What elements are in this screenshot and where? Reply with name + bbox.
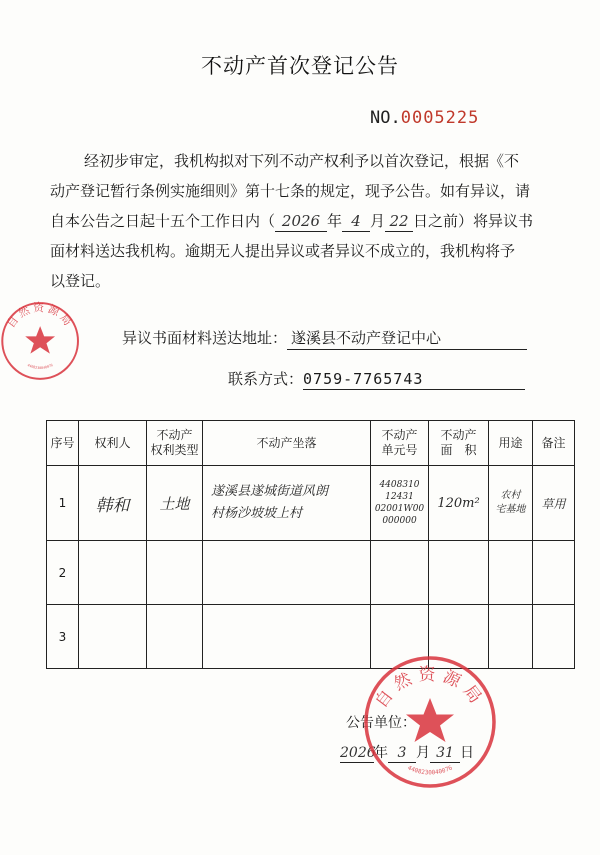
serial-prefix: NO. — [370, 108, 401, 128]
cell-seq: 1 — [47, 466, 79, 541]
footer-date-month: 3 — [388, 745, 416, 763]
serial-number — [370, 108, 479, 128]
cell-unit-line4: 000000 — [382, 516, 417, 526]
body-line-3-d: 日之前）将异议书 — [413, 212, 534, 230]
cell-empty — [533, 541, 575, 605]
header-right-type-line1: 不动产 — [156, 428, 193, 442]
seal-star-icon — [25, 326, 55, 354]
cell-empty — [147, 541, 203, 605]
cell-use — [489, 466, 533, 541]
seal-star-icon — [406, 698, 454, 742]
seal-left-code: 4408230040076 — [26, 363, 54, 370]
cell-empty — [533, 605, 575, 669]
cell-type: 土地 — [147, 466, 203, 541]
header-area — [429, 421, 489, 466]
cell-owner: 韩和 — [79, 466, 147, 541]
cell-empty — [371, 541, 429, 605]
header-unit-line2: 单元号 — [381, 443, 418, 457]
seal-right-text: 自然资源局 — [371, 665, 489, 712]
cell-empty — [147, 605, 203, 669]
cell-use-line2: 宅基地 — [495, 504, 526, 515]
footer-day-label: 日 — [460, 745, 474, 761]
body-line-2: 动产登记暂行条例实施细则》第十七条的规定，现予公告。如有异议，请 — [50, 182, 531, 200]
address-row — [122, 327, 527, 350]
cell-location-line2: 村杨沙坡坡上村 — [211, 506, 303, 521]
cell-empty — [489, 541, 533, 605]
body-year-label: 年 — [327, 212, 343, 230]
contact-row — [228, 368, 525, 390]
header-note: 备注 — [533, 421, 575, 466]
footer-month-label: 月 — [416, 745, 430, 761]
deadline-day: 22 — [385, 212, 413, 232]
serial-value: 0005225 — [400, 108, 480, 128]
header-unit-line1: 不动产 — [381, 428, 418, 442]
cell-location — [203, 466, 371, 541]
header-location: 不动产坐落 — [203, 421, 371, 466]
body-line-4: 面材料送达我机构。逾期无人提出异议或者异议不成立的，我机构将予 — [50, 242, 516, 260]
deadline-year: 2026 — [275, 212, 327, 232]
seal-right-code: 4408230040076 — [406, 764, 454, 777]
footer-date-day: 31 — [430, 745, 460, 763]
cell-unit-line1: 4408310 — [379, 480, 420, 490]
cell-empty — [79, 541, 147, 605]
cell-seq: 2 — [47, 541, 79, 605]
header-owner: 权利人 — [79, 421, 147, 466]
body-line-3-a: 自本公告之日起十五个工作日内（ — [50, 212, 276, 230]
body-line-3 — [50, 210, 580, 232]
footer-unit-label: 公告单位： — [346, 715, 416, 731]
cell-empty — [79, 605, 147, 669]
table-header-row — [47, 421, 575, 466]
header-use: 用途 — [489, 421, 533, 466]
cell-unit-no — [371, 466, 429, 541]
cell-empty — [203, 605, 371, 669]
seal-left-text: 自然资源局 — [4, 301, 77, 331]
deadline-month: 4 — [342, 212, 370, 232]
official-seal-left — [0, 268, 86, 414]
address-value: 遂溪县不动产登记中心 — [287, 327, 527, 350]
cell-area: 120m² — [429, 466, 489, 541]
header-area-line1: 不动产 — [440, 428, 477, 442]
property-table — [46, 420, 575, 669]
header-unit-no — [371, 421, 429, 466]
contact-value: 0759-7765743 — [303, 370, 525, 390]
body-line-1: 经初步审定，我机构拟对下列不动产权利予以首次登记，根据《不 — [84, 152, 520, 170]
official-seal-right — [360, 652, 500, 792]
footer-date-year: 2026 — [340, 745, 376, 761]
contact-label: 联系方式： — [228, 370, 304, 388]
header-area-line2: 面 积 — [440, 443, 477, 457]
cell-use-line1: 农村 — [500, 490, 521, 501]
cell-location-line1: 遂溪县遂城街道风朗 — [211, 484, 329, 499]
cell-unit-line2: 12431 — [385, 492, 414, 502]
address-label: 异议书面材料送达地址： — [122, 329, 288, 347]
cell-empty — [203, 541, 371, 605]
table-row — [47, 466, 575, 541]
svg-text:4408230040076 — [406, 764, 453, 776]
header-seq: 序号 — [47, 421, 79, 466]
document-title: 不动产首次登记公告 — [201, 54, 399, 78]
cell-unit-line3: 02001W00 — [374, 504, 425, 514]
body-month-label: 月 — [370, 212, 386, 230]
svg-text:自然资源局 — [4, 300, 76, 330]
body-line-5: 以登记。 — [50, 272, 111, 290]
cell-empty — [429, 541, 489, 605]
cell-note: 草用 — [533, 466, 575, 541]
header-right-type — [147, 421, 203, 466]
table-row — [47, 541, 575, 605]
svg-text:4408230040076 — [27, 363, 54, 370]
cell-seq: 3 — [47, 605, 79, 669]
header-right-type-line2: 权利类型 — [150, 443, 199, 457]
footer-year-label: 年 — [374, 745, 388, 761]
